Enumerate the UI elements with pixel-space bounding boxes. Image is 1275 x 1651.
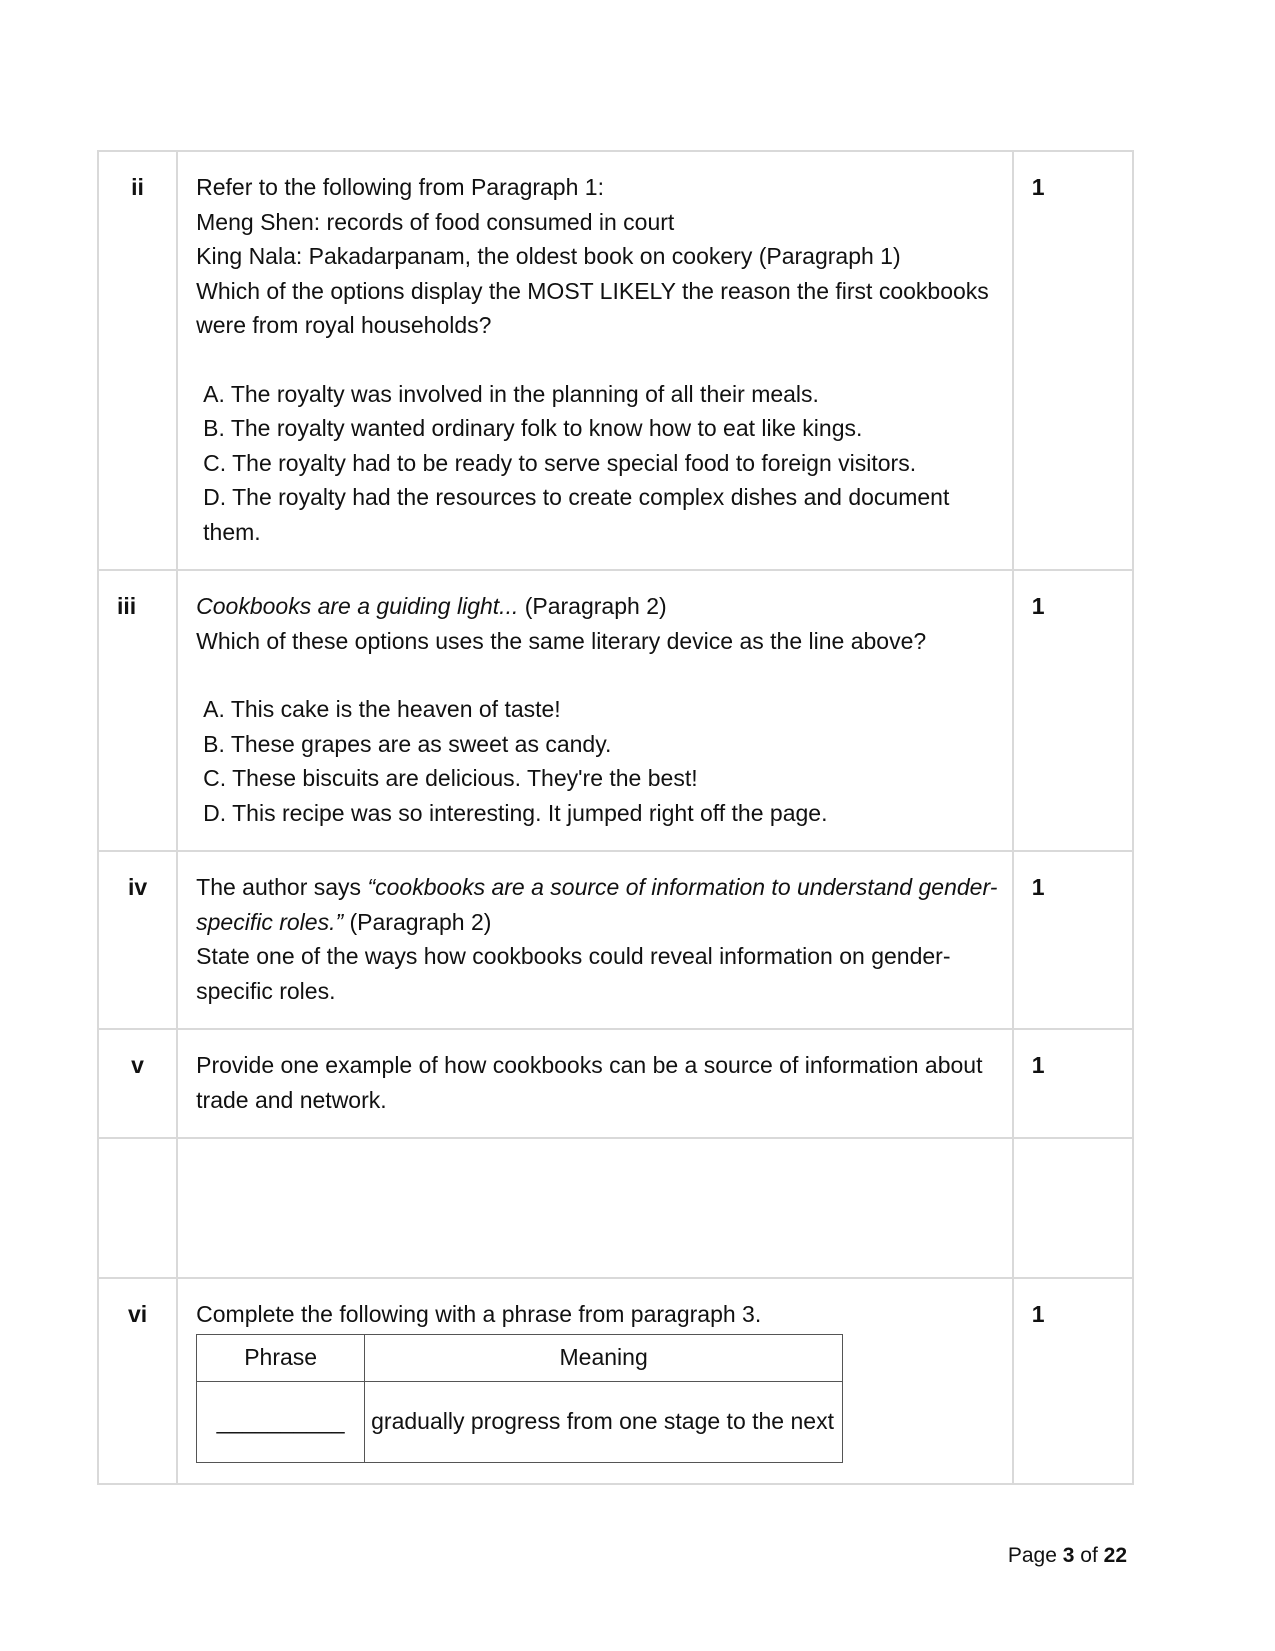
quoted-line: Cookbooks are a guiding light... [196,593,519,619]
page-footer [1008,1544,1127,1568]
question-number: vi [127,1301,148,1327]
marks: 1 [1031,593,1045,619]
option-d: D. This recipe was so interesting. It jumped right off the page. [203,799,828,826]
question-body [178,1279,1012,1483]
question-line: Complete the following with a phrase from paragraph 3. [196,1301,762,1327]
question-row-iii [98,570,1133,851]
question-body [178,571,1012,850]
question-row-v [98,1029,1133,1138]
question-number: iv [127,874,148,900]
page-label: Page [1007,1544,1057,1567]
question-line [196,589,1000,624]
question-line: State one of the ways how cookbooks could reveal information on gender-specific roles. [196,943,951,1004]
question-number: v [131,1052,144,1078]
question-body [178,1030,1012,1137]
marks: 1 [1031,1301,1045,1327]
question-row-vi [98,1278,1133,1484]
paragraph-ref: (Paragraph 2) [518,593,667,619]
empty-row [98,1138,1133,1278]
question-body [178,152,1012,569]
phrase-meaning-table [196,1334,843,1463]
marks: 1 [1031,874,1045,900]
of-label: of [1080,1544,1098,1567]
meaning-header: Meaning [365,1334,843,1381]
option-b: B. The royalty wanted ordinary folk to know how to eat like kings. [203,415,863,441]
option-b: B. These grapes are as sweet as candy. [203,730,612,757]
question-line: Which of these options uses the same literary device as the line above? [196,627,927,654]
paragraph-ref: (Paragraph 2) [343,908,492,935]
question-line: Provide one example of how cookbooks can be a source of information about trade and network. [196,1052,983,1113]
question-number: iii [117,593,137,619]
question-line: Which of the options display the MOST LIKELY the reason the first cookbooks were from royal households? [196,277,989,338]
question-table [97,150,1134,1485]
option-a: A. The royalty was involved in the planning of all their meals. [203,380,819,407]
option-c: C. The royalty had to be ready to serve special food to foreign visitors. [203,449,917,476]
phrase-header: Phrase [197,1334,365,1381]
page-number: 3 [1062,1544,1075,1567]
option-a: A. This cake is the heaven of taste! [203,696,561,722]
question-line: Refer to the following from Paragraph 1: [196,174,604,200]
question-row-ii [98,151,1133,570]
quoted-line: “cookbooks are a source of information to understand gender-specific roles.” [196,874,998,935]
marks: 1 [1031,174,1045,200]
question-line: King Nala: Pakadarpanam, the oldest book on cookery (Paragraph 1) [196,243,901,269]
question-line [196,870,1000,939]
page-total: 22 [1103,1544,1127,1567]
question-text: The author says [196,874,368,900]
question-body [178,852,1012,1028]
answer-blank: __________ [197,1381,365,1462]
meaning-text: gradually progress from one stage to the next [365,1381,843,1462]
question-number: ii [131,174,144,200]
question-row-iv [98,851,1133,1029]
marks: 1 [1031,1052,1045,1078]
option-d: D. The royalty had the resources to create complex dishes and document them. [203,484,950,545]
option-c: C. These biscuits are delicious. They're the best! [203,765,698,791]
question-line: Meng Shen: records of food consumed in court [196,208,675,235]
